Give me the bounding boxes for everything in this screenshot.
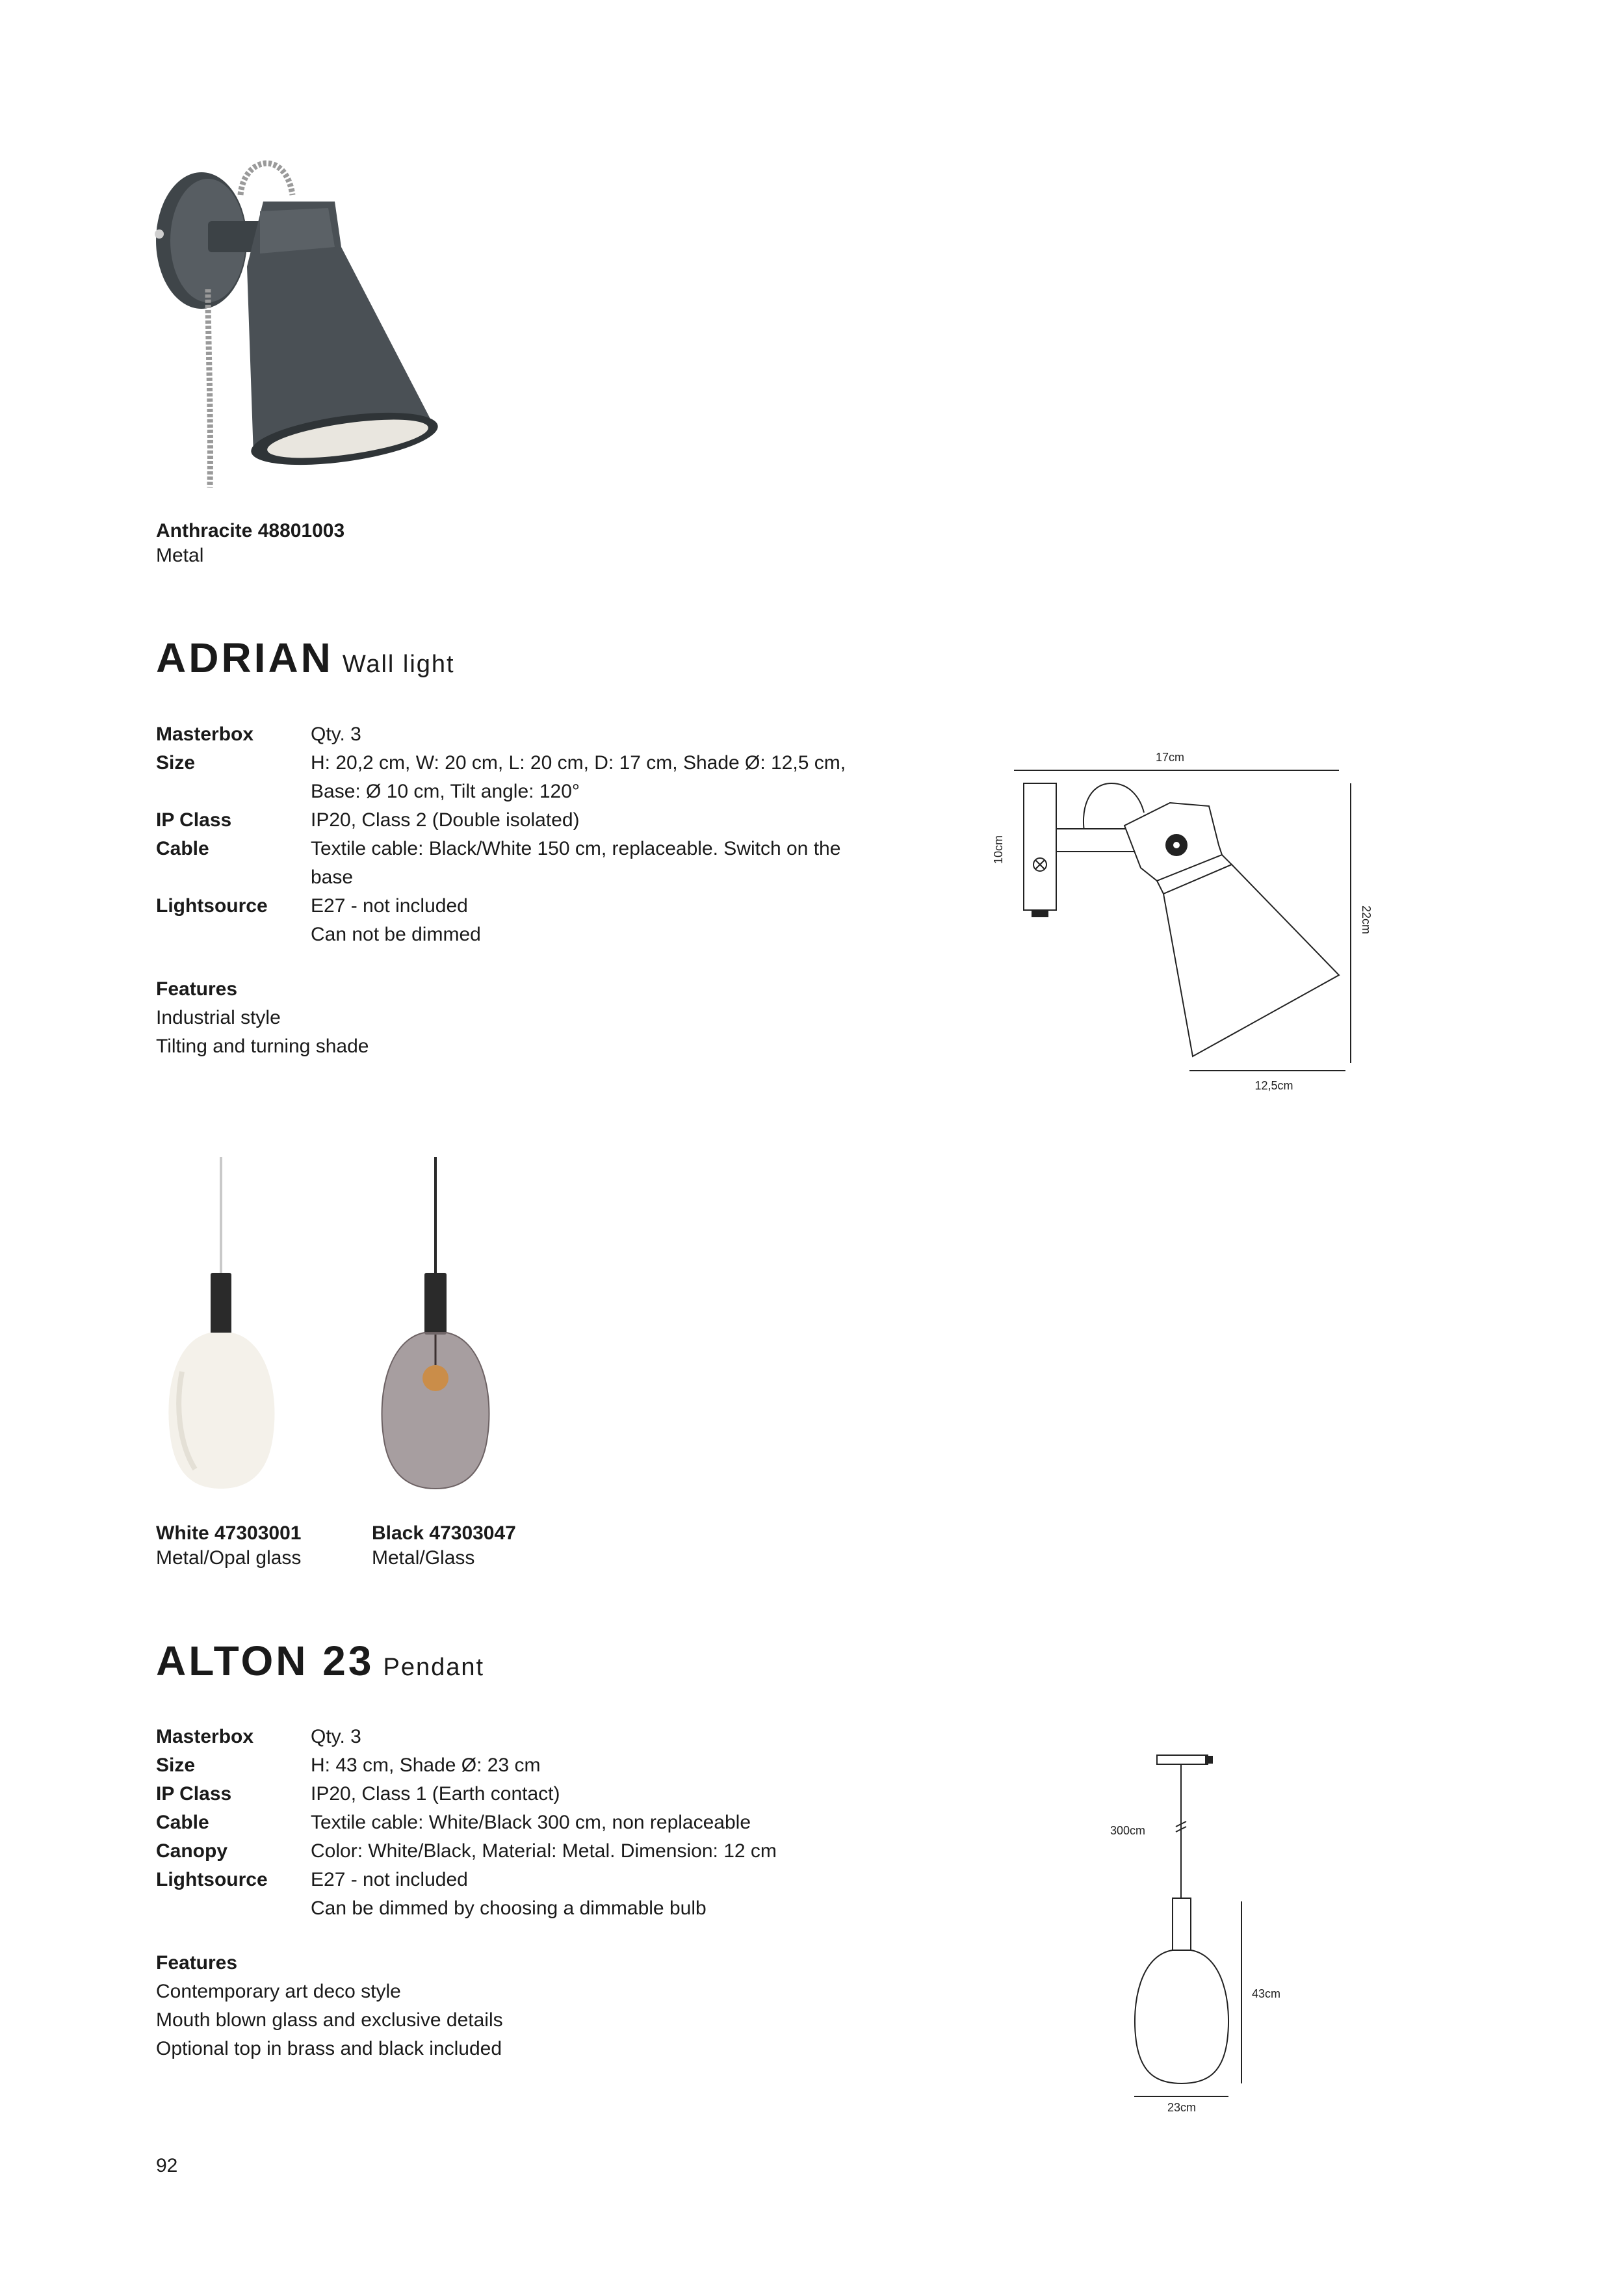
spec-value: Can not be dimmed bbox=[311, 924, 481, 945]
spec-key: Canopy bbox=[156, 1840, 228, 1862]
product-type: Pendant bbox=[383, 1654, 485, 1681]
product-name: ALTON 23 bbox=[156, 1637, 374, 1684]
spec-key bbox=[156, 920, 311, 949]
spec-value: IP20, Class 2 (Double isolated) bbox=[311, 809, 580, 831]
alton-dim-shade: 23cm bbox=[1167, 2101, 1197, 2113]
adrian-dim-width: 17cm bbox=[1155, 751, 1185, 764]
spec-row bbox=[156, 920, 870, 949]
spec-row bbox=[156, 835, 870, 892]
features-heading: Features bbox=[156, 1952, 238, 1974]
alton-heading bbox=[156, 1637, 484, 1685]
alton-dim-cable: 300cm bbox=[1110, 1824, 1146, 1837]
variant-material: Metal bbox=[156, 545, 204, 566]
spec-key: Lightsource bbox=[156, 1869, 268, 1890]
spec-row bbox=[156, 1866, 870, 1894]
adrian-features bbox=[156, 975, 369, 1061]
spec-value: Can be dimmed by choosing a dimmable bulb bbox=[311, 1898, 707, 1919]
variant-material: Metal/Glass bbox=[372, 1547, 475, 1569]
spec-value: Qty. 3 bbox=[311, 724, 361, 745]
alton-features bbox=[156, 1949, 503, 2063]
adrian-dim-height: 22cm bbox=[1360, 905, 1373, 935]
spec-row bbox=[156, 892, 870, 920]
alton-white-photo bbox=[156, 1157, 312, 1495]
adrian-variant bbox=[156, 519, 344, 568]
spec-value: IP20, Class 1 (Earth contact) bbox=[311, 1783, 560, 1805]
features-heading: Features bbox=[156, 978, 238, 1000]
spec-value: E27 - not included bbox=[311, 1869, 468, 1890]
spec-value: H: 20,2 cm, W: 20 cm, L: 20 cm, D: 17 cm, Shade Ø: 12,5 cm, Base: Ø 10 cm, Tilt angle: 120° bbox=[311, 752, 846, 802]
feature-item: Contemporary art deco style bbox=[156, 1981, 401, 2002]
alton-black-photo bbox=[367, 1157, 523, 1495]
spec-key: Masterbox bbox=[156, 724, 254, 745]
page-number: 92 bbox=[156, 2155, 178, 2176]
feature-item: Optional top in brass and black included bbox=[156, 2038, 502, 2059]
feature-item: Mouth blown glass and exclusive details bbox=[156, 2009, 503, 2031]
spec-row bbox=[156, 749, 870, 806]
alton-variant-black bbox=[372, 1521, 516, 1571]
spec-key: Size bbox=[156, 752, 196, 774]
spec-key: Lightsource bbox=[156, 895, 268, 917]
spec-row bbox=[156, 1808, 870, 1837]
spec-value: Qty. 3 bbox=[311, 1726, 361, 1747]
spec-row bbox=[156, 1837, 870, 1866]
feature-item: Tilting and turning shade bbox=[156, 1036, 369, 1057]
spec-key: Cable bbox=[156, 1812, 209, 1833]
spec-row bbox=[156, 806, 870, 835]
spec-row bbox=[156, 1894, 870, 1923]
adrian-spec-table bbox=[156, 720, 870, 949]
spec-key bbox=[156, 1894, 311, 1923]
spec-key: Size bbox=[156, 1755, 196, 1776]
adrian-product-photo bbox=[146, 150, 452, 494]
adrian-dim-base: 10cm bbox=[992, 835, 1005, 865]
alton-spec-table bbox=[156, 1723, 870, 1923]
product-type: Wall light bbox=[342, 651, 455, 678]
spec-key: Masterbox bbox=[156, 1726, 254, 1747]
alton-variant-white bbox=[156, 1521, 301, 1571]
alton-dim-height: 43cm bbox=[1252, 1987, 1281, 2000]
alton-dimension-drawing bbox=[1105, 1749, 1300, 2113]
variant-title: White 47303001 bbox=[156, 1522, 302, 1544]
spec-row bbox=[156, 720, 870, 749]
adrian-dimension-drawing bbox=[975, 738, 1391, 1102]
product-name: ADRIAN bbox=[156, 634, 333, 681]
spec-key: Cable bbox=[156, 838, 209, 859]
variant-title: Black 47303047 bbox=[372, 1522, 516, 1544]
spec-key: IP Class bbox=[156, 1783, 232, 1805]
spec-value: H: 43 cm, Shade Ø: 23 cm bbox=[311, 1755, 541, 1776]
variant-material: Metal/Opal glass bbox=[156, 1547, 302, 1569]
spec-row bbox=[156, 1751, 870, 1780]
spec-value: E27 - not included bbox=[311, 895, 468, 917]
spec-value: Textile cable: White/Black 300 cm, non replaceable bbox=[311, 1812, 751, 1833]
spec-row bbox=[156, 1780, 870, 1808]
spec-value: Textile cable: Black/White 150 cm, replaceable. Switch on the base bbox=[311, 838, 841, 888]
adrian-dim-shade: 12,5cm bbox=[1254, 1079, 1293, 1092]
feature-item: Industrial style bbox=[156, 1007, 281, 1028]
spec-key: IP Class bbox=[156, 809, 232, 831]
spec-value: Color: White/Black, Material: Metal. Dimension: 12 cm bbox=[311, 1840, 777, 1862]
adrian-heading bbox=[156, 634, 455, 682]
spec-row bbox=[156, 1723, 870, 1751]
variant-title: Anthracite 48801003 bbox=[156, 520, 345, 541]
